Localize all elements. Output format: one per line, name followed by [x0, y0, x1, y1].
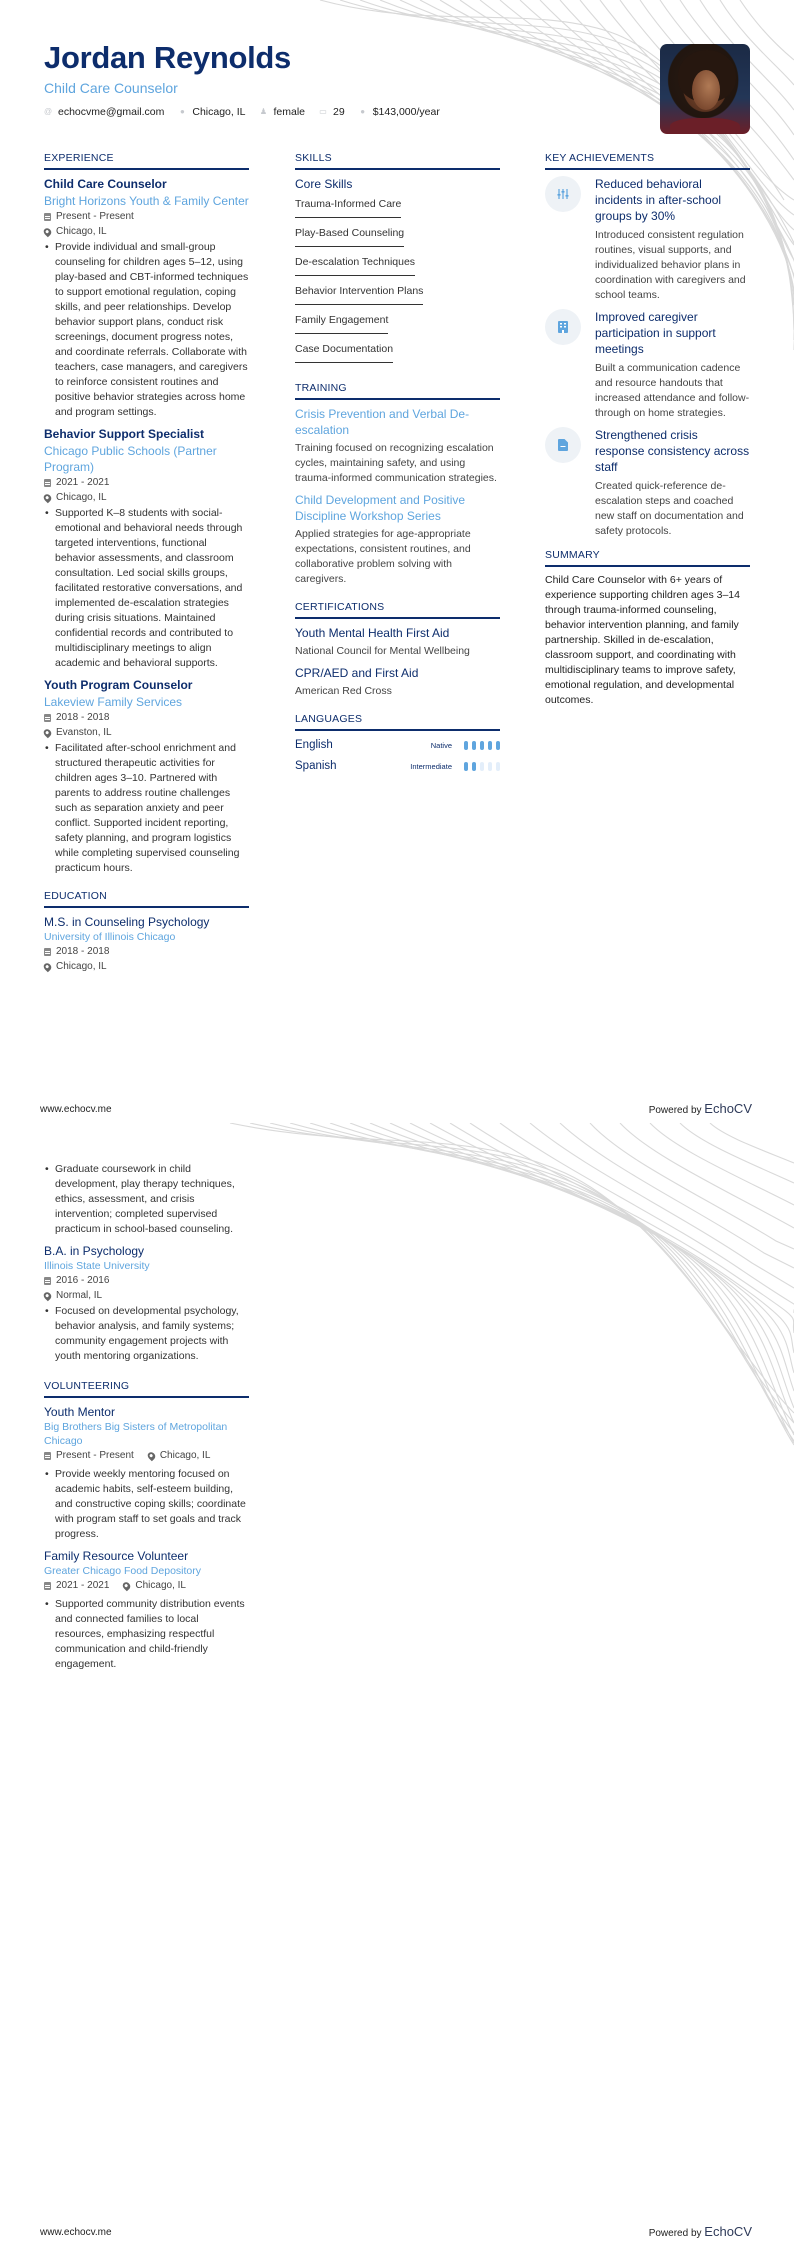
achievement-item — [545, 176, 750, 303]
location-pin-icon — [42, 226, 53, 237]
calendar-icon — [44, 1452, 51, 1460]
footer-powered-by[interactable]: Powered by EchoCV — [648, 2224, 752, 2239]
job-dates: 2021 - 2021 — [44, 475, 249, 490]
job-dates: Present - Present — [44, 209, 249, 224]
job-bullets — [44, 240, 249, 420]
certification-issuer: American Red Cross — [295, 685, 392, 697]
skill-item: Family Engagement — [295, 313, 388, 334]
volunteer-bullets — [44, 1597, 249, 1672]
echocv-brand: EchoCV — [704, 1101, 752, 1116]
left-column-continued — [44, 1161, 249, 1678]
location-pin-icon: ● — [179, 107, 185, 116]
education-heading: EDUCATION — [44, 890, 249, 908]
profile-photo — [660, 44, 750, 134]
skill-item: Play-Based Counseling — [295, 226, 404, 247]
money-icon: ● — [360, 107, 366, 116]
contact-email[interactable]: @ echocvme@gmail.com — [44, 106, 165, 118]
education-entry — [44, 1243, 249, 1364]
language-row — [295, 758, 500, 774]
volunteer-meta: Present - Present Chicago, IL — [44, 1448, 249, 1463]
volunteer-entry — [44, 1404, 249, 1542]
calendar-icon — [44, 714, 51, 722]
contact-gender: ♟ female — [259, 106, 305, 118]
bullet-item: • Provide individual and small-group counseling for children ages 5–12, using play-based and CBT-informed techniques to support emotional regulation, coping skills, and peer relationships. Develop behavior support plans, conduct risk screenings, document progress notes, and coordinate referrals. Collaborate with teachers, case managers, and caregivers to reinforce consistent routines and positive behavior strategies across home and program settings. — [44, 240, 249, 420]
achievement-item — [545, 309, 750, 421]
achievement-title: Reduced behavioral incidents in after-school groups by 30% — [595, 177, 722, 223]
achievement-description: Introduced consistent regulation routines, visual supports, and individualized behavior plans in coordination with caregivers and school teams. — [595, 229, 746, 301]
calendar-icon — [44, 1277, 51, 1285]
education-location: Chicago, IL — [44, 959, 249, 974]
language-name: Spanish — [295, 760, 337, 772]
summary-heading: SUMMARY — [545, 549, 750, 567]
skills-heading: SKILLS — [295, 152, 500, 170]
at-icon: @ — [44, 107, 53, 116]
summary-text: Child Care Counselor with 6+ years of experience supporting children ages 3–14 through trauma-informed counseling, behavior intervention planning, and family partnership. Skilled in de-escalation, classroom support, and coordinating with multidisciplinary teams to improve safety, emotional regulation, and developmental outcomes. — [545, 574, 740, 706]
education-bullets — [44, 1162, 249, 1237]
left-column — [44, 152, 249, 980]
location-pin-icon — [42, 1290, 53, 1301]
job-dates: 2018 - 2018 — [44, 710, 249, 725]
education-location: Normal, IL — [44, 1288, 249, 1303]
volunteer-bullets — [44, 1467, 249, 1542]
volunteer-role: Family Resource Volunteer — [44, 1549, 189, 1563]
education-dates: 2016 - 2016 — [44, 1273, 249, 1288]
location-pin-icon — [42, 727, 53, 738]
experience-entry — [44, 426, 249, 671]
job-location: Evanston, IL — [44, 725, 249, 740]
training-description: Applied strategies for age-appropriate expectations, consistent routines, and collaborative problem solving with caregivers. — [295, 528, 471, 585]
location-pin-icon — [42, 961, 53, 972]
echocv-brand: EchoCV — [704, 2224, 752, 2239]
location-pin-icon — [42, 492, 53, 503]
person-icon: ♟ — [259, 107, 268, 116]
footer-website-link[interactable]: www.echocv.me — [40, 2227, 112, 2238]
building-icon — [545, 309, 581, 345]
achievement-title: Strengthened crisis response consistency across staff — [595, 428, 750, 474]
education-dates: 2018 - 2018 — [44, 944, 249, 959]
location-pin-icon — [122, 1580, 133, 1591]
bullet-item: • Provide weekly mentoring focused on academic habits, self-esteem building, and constructive coping skills; coordinate with program staff to set goals and track progress. — [44, 1467, 249, 1542]
right-column — [545, 152, 750, 708]
job-title: Behavior Support Specialist — [44, 427, 205, 441]
calendar-icon — [44, 479, 51, 487]
bullet-item: • Supported community distribution events and connected families to local resources, emphasizing respectful communication and child-friendly engagement. — [44, 1597, 249, 1672]
calendar-icon: ▭ — [319, 107, 327, 116]
skill-group-title: Core Skills — [295, 177, 353, 191]
skill-item: Case Documentation — [295, 342, 393, 363]
achievements-heading: KEY ACHIEVEMENTS — [545, 152, 750, 170]
contact-row — [44, 106, 454, 118]
volunteering-heading: VOLUNTEERING — [44, 1380, 249, 1398]
footer-website-link[interactable]: www.echocv.me — [40, 1104, 112, 1115]
certification-title: Youth Mental Health First Aid — [295, 626, 450, 640]
job-organization: Lakeview Family Services — [44, 695, 183, 709]
sliders-icon — [545, 176, 581, 212]
location-pin-icon — [146, 1450, 157, 1461]
language-level: Native — [430, 740, 452, 750]
language-row — [295, 737, 500, 753]
education-entry-continued — [44, 1162, 249, 1237]
volunteer-meta: 2021 - 2021 Chicago, IL — [44, 1578, 249, 1593]
school-name: Illinois State University — [44, 1260, 150, 1272]
job-title: Youth Program Counselor — [44, 678, 193, 692]
language-level: Intermediate — [410, 761, 452, 771]
calendar-icon — [44, 1582, 51, 1590]
bullet-item: • Supported K–8 students with social-emotional and behavioral needs through targeted interventions, functional behavior assessments, and classroom consultation. Led social skills groups, facilitated restorative conversations, and implemented de-escalation strategies during crisis situations. Maintained confidential records and contributed to multidisciplinary meetings to align academic and behavioral supports. — [44, 506, 249, 671]
resume-page-2 — [0, 1123, 794, 2246]
certification-issuer: National Council for Mental Wellbeing — [295, 645, 470, 657]
job-bullets — [44, 741, 249, 876]
languages-heading: LANGUAGES — [295, 713, 500, 731]
job-organization: Chicago Public Schools (Partner Program) — [44, 444, 217, 474]
achievement-title: Improved caregiver participation in support meetings — [595, 310, 716, 356]
achievement-description: Created quick-reference de-escalation steps and coached new staff on documentation and safety protocols. — [595, 480, 744, 537]
bullet-item: • Graduate coursework in child development, play therapy techniques, ethics, assessment, and crisis intervention; completed supervised practicum in school-based counseling. — [44, 1162, 249, 1237]
candidate-name: Jordan Reynolds — [44, 40, 291, 75]
training-description: Training focused on recognizing escalation cycles, maintaining safety, and using trauma-informed communication strategies. — [295, 442, 497, 484]
education-bullets — [44, 1304, 249, 1364]
experience-entry — [44, 176, 249, 420]
certifications-heading: CERTIFICATIONS — [295, 601, 500, 619]
resume-header — [44, 40, 454, 118]
achievement-description: Built a communication cadence and resource handouts that increased attendance and follow-through on home strategies. — [595, 362, 750, 419]
candidate-role: Child Care Counselor — [44, 80, 178, 96]
job-location: Chicago, IL — [44, 490, 249, 505]
training-title: Child Development and Positive Discipline Workshop Series — [295, 493, 466, 523]
skill-item: De-escalation Techniques — [295, 255, 415, 276]
footer-powered-by[interactable]: Powered by EchoCV — [648, 1101, 752, 1116]
training-title: Crisis Prevention and Verbal De-escalation — [295, 407, 470, 437]
calendar-icon — [44, 213, 51, 221]
volunteer-role: Youth Mentor — [44, 1405, 115, 1419]
training-heading: TRAINING — [295, 382, 500, 400]
achievement-item — [545, 427, 750, 539]
contact-age: ▭ 29 — [319, 106, 345, 118]
skill-item: Trauma-Informed Care — [295, 197, 401, 218]
bullet-item: • Facilitated after-school enrichment and structured therapeutic activities for children ages 3–10. Partnered with parents to address routine challenges such as separation anxiety and peer conflict. Supported incident reporting, safety planning, and program logistics while completing supervised counseling practicum hours. — [44, 741, 249, 876]
job-bullets — [44, 506, 249, 671]
school-name: University of Illinois Chicago — [44, 931, 176, 943]
proficiency-dots — [460, 762, 500, 771]
document-icon — [545, 427, 581, 463]
job-location: Chicago, IL — [44, 224, 249, 239]
bullet-item: • Focused on developmental psychology, behavior analysis, and family systems; community engagement projects with youth mentoring organizations. — [44, 1304, 249, 1364]
calendar-icon — [44, 948, 51, 956]
certification-title: CPR/AED and First Aid — [295, 666, 419, 680]
language-name: English — [295, 739, 333, 751]
experience-entry — [44, 677, 249, 876]
job-title: Child Care Counselor — [44, 177, 167, 191]
degree-title: B.A. in Psychology — [44, 1244, 145, 1258]
volunteer-organization: Greater Chicago Food Depository — [44, 1565, 201, 1577]
skill-item: Behavior Intervention Plans — [295, 284, 423, 305]
proficiency-dots — [460, 741, 500, 750]
contact-location: ● Chicago, IL — [179, 106, 246, 118]
middle-column — [295, 152, 500, 779]
degree-title: M.S. in Counseling Psychology — [44, 915, 210, 929]
volunteer-organization: Big Brothers Big Sisters of Metropolitan Chicago — [44, 1421, 228, 1447]
experience-heading: EXPERIENCE — [44, 152, 249, 170]
education-entry — [44, 914, 249, 974]
contact-salary: ● $143,000/year — [360, 106, 440, 118]
volunteer-entry — [44, 1548, 249, 1672]
job-organization: Bright Horizons Youth & Family Center — [44, 194, 249, 208]
